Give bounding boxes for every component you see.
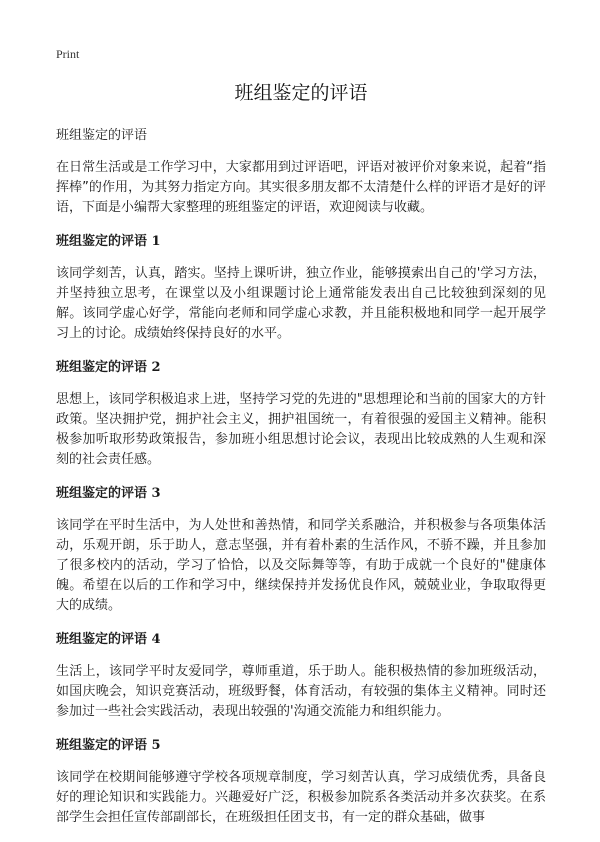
document-page xyxy=(56,46,546,842)
evaluation-section-2 xyxy=(56,358,546,470)
section-body: 该同学在平时生活中，为人处世和善热情，和同学关系融洽，并积极参与各项集体活动，乐观开朗，乐于助人，意志坚强，并有着朴素的生活作风，不骄不躁，并且参加了很多校内的活动，学习了恰恰，以及交际舞等等，有助于成就一个良好的"健康体魄。希望在以后的工作和学习中，继续保持并发扬优良作风，兢兢业业，争取取得更大的成绩。 xyxy=(56,518,546,613)
section-body: 该同学在校期间能够遵守学校各项规章制度，学习刻苦认真，学习成绩优秀，具备良好的理论知识和实践能力。兴趣爱好广泛，积极参加院系各类活动并多次获奖。在系部学生会担任宣传部副部长，在班级担任团支书，有一定的群众基础，做事 xyxy=(56,770,546,825)
section-heading: 班组鉴定的评语 1 xyxy=(56,234,161,249)
section-heading: 班组鉴定的评语 3 xyxy=(56,486,161,501)
section-body: 该同学刻苦，认真，踏实。坚持上课听讲，独立作业，能够摸索出自己的'学习方法，并坚持独立思考，在课堂以及小组课题讨论上通常能发表出自己比较独到深刻的见解。该同学虚心好学，常能向老师和同学虚心求教，并且能积极地和同学一起开展学习上的讨论。成绩始终保持良好的水平。 xyxy=(56,266,546,341)
document-subtitle: 班组鉴定的评语 xyxy=(56,128,148,143)
section-body: 思想上，该同学积极追求上进，坚持学习党的先进的"思想理论和当前的国家大的方针政策。坚决拥护党，拥护社会主义，拥护祖国统一，有着很强的爱国主义精神。能积极参加听取形势政策报告，参加班小组思想讨论会议，表现出比较成熟的人生观和深刻的社会责任感。 xyxy=(56,392,546,467)
evaluation-section-1 xyxy=(56,232,546,344)
section-heading: 班组鉴定的评语 2 xyxy=(56,360,161,375)
section-body: 生活上，该同学平时友爱同学，尊师重道，乐于助人。能积极热情的参加班级活动，如国庆晚会，知识竞赛活动，班级野餐，体育活动，有较强的集体主义精神。同时还参加过一些社会实践活动，表现出较强的'沟通交流能力和组织能力。 xyxy=(56,664,546,719)
evaluation-section-5 xyxy=(56,736,546,828)
page-title: 班组鉴定的评语 xyxy=(234,82,368,104)
section-heading: 班组鉴定的评语 5 xyxy=(56,738,161,753)
print-link[interactable]: Print xyxy=(56,47,80,61)
intro-paragraph: 在日常生活或是工作学习中，大家都用到过评语吧，评语对被评价对象来说，起着“指挥棒”的作用，为其努力指定方向。其实很多朋友都不太清楚什么样的评语才是好的评语，下面是小编帮大家整理的班组鉴定的评语，欢迎阅读与收藏。 xyxy=(56,160,546,215)
evaluation-section-4 xyxy=(56,630,546,722)
evaluation-section-3 xyxy=(56,484,546,616)
section-heading: 班组鉴定的评语 4 xyxy=(56,632,161,647)
